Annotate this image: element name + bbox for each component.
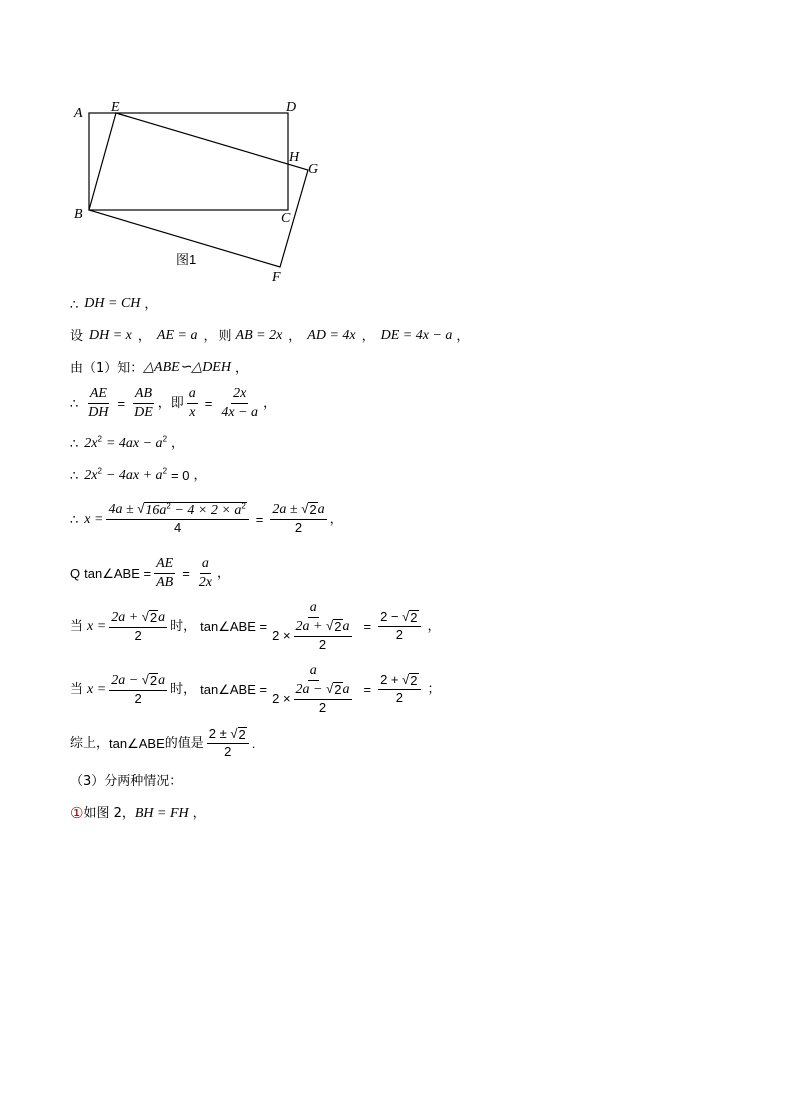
line-tan <box>70 556 230 591</box>
punct: ； <box>427 682 441 698</box>
fraction-quadratic: 4a ± √ $16a^2 - 4 \times 2 \times a^2$ 4 <box>106 502 248 536</box>
point-label-g: G <box>308 162 319 177</box>
punct: ， <box>234 360 248 376</box>
circled-one: ① <box>70 804 84 822</box>
power: 2 <box>97 434 102 444</box>
point-label-d: D <box>286 100 297 115</box>
punct: . <box>251 736 256 752</box>
fraction-complex: a 2 × 2a − √ 2 a 2 <box>272 663 350 716</box>
text-ze: 则 <box>218 328 232 344</box>
expr-ae: AE = a <box>156 328 198 343</box>
line-part-3 <box>70 775 182 788</box>
punct: ， <box>361 328 375 344</box>
line-case-plus <box>70 600 441 653</box>
fraction-a-2x: $\frac{a}{2x}$ <box>198 556 212 591</box>
punct: ， <box>171 436 185 451</box>
therefore-symbol: ∴ <box>70 511 79 527</box>
x-equals: x = <box>87 619 107 635</box>
therefore-symbol: ∴ <box>70 468 79 483</box>
punct: ， <box>288 328 302 344</box>
text-part-3: （3）分两种情况： <box>70 774 183 789</box>
equals: = <box>363 682 372 698</box>
expr-bh-fh: BH = FH <box>134 805 189 821</box>
fraction-2x-4xa: $\frac{2x}{4x - a}$ <box>221 386 259 421</box>
line-quadratic-solution <box>70 502 343 536</box>
point-label-a: A <box>74 106 83 121</box>
equals: = <box>255 511 264 527</box>
fraction-complex: a 2 × 2a + √ 2 a 2 <box>272 600 350 653</box>
expr-similar: △ABE∽△DEH <box>143 360 231 375</box>
expr-ab: AB = 2x <box>235 328 283 343</box>
equals: = <box>363 619 372 635</box>
tan-abe: tan∠ABE = <box>200 619 268 635</box>
text-prefix: 综上， <box>70 736 110 752</box>
q-symbol: Q <box>70 566 81 582</box>
figure-caption: 图1 <box>176 252 197 267</box>
term: = 0 <box>171 468 190 483</box>
expr: DH = CH <box>84 296 141 311</box>
fraction-result: 2 − √ 2 2 <box>378 610 420 643</box>
point-label-e: E <box>111 100 120 115</box>
line-eq-2 <box>70 468 206 483</box>
punct: ， <box>203 328 217 344</box>
line-dh-eq-ch <box>70 297 157 311</box>
tan-abe: tan∠ABE <box>109 736 165 752</box>
power: 2 <box>162 434 168 444</box>
punct: ， <box>427 619 441 635</box>
fraction-ab-de: $\frac{AB}{DE}$ <box>134 386 153 421</box>
fraction-ae-dh: $\frac{AE}{DH}$ <box>88 386 109 421</box>
line-similar-triangles <box>70 361 248 375</box>
punct: ， <box>217 566 231 582</box>
power: 2 <box>97 466 102 476</box>
text-case-1: 如图 2， <box>83 806 135 821</box>
line-case-1 <box>70 806 206 821</box>
line-set-variables <box>70 329 469 343</box>
rectangle-ebfg <box>89 113 308 267</box>
tan-abe: tan∠ABE = <box>200 682 268 698</box>
expr-ad: AD = 4x <box>307 328 356 343</box>
punct: ， <box>144 296 158 312</box>
x-equals: x = <box>87 682 107 698</box>
equals: = <box>182 566 190 582</box>
point-label-c: C <box>281 211 291 226</box>
fraction-x-value: 2a + √ 2 a 2 <box>111 608 166 643</box>
x-equals: x = <box>84 511 104 527</box>
punct: ， <box>263 396 277 412</box>
therefore-symbol: ∴ <box>70 396 79 412</box>
fraction-result: 2 + √ 2 2 <box>378 673 420 706</box>
term: 2x <box>84 436 98 451</box>
tan-abe: tan∠ABE = <box>84 566 152 582</box>
power: 2 <box>162 466 168 476</box>
equals: = <box>117 396 126 412</box>
text-dang: 当 <box>70 682 84 698</box>
text-shi: 时， <box>170 682 197 698</box>
punct: ， <box>329 511 343 527</box>
line-eq-1 <box>70 436 184 451</box>
equals: = <box>204 396 213 412</box>
fraction-final: 2 ± √ 2 2 <box>207 727 249 760</box>
term: − 4ax + a <box>105 468 163 483</box>
line-conclusion <box>70 727 255 760</box>
term: 2x <box>84 468 98 483</box>
expr-dh: DH = x <box>89 328 132 343</box>
text-dang: 当 <box>70 619 84 635</box>
text-shi: 时， <box>170 619 197 635</box>
point-label-f: F <box>272 270 281 285</box>
text-ji: ，即 <box>157 396 184 412</box>
punct: ， <box>456 328 470 344</box>
fraction-a-x: $\frac{a}{x}$ <box>188 386 196 421</box>
point-label-h: H <box>289 150 300 165</box>
punct: ， <box>192 806 206 821</box>
figure-1 <box>0 0 400 300</box>
point-label-b: B <box>74 207 83 222</box>
text-mid: 的值是 <box>164 736 204 752</box>
term: = 4ax − a <box>105 436 163 451</box>
text-prefix: 由（1）知： <box>70 360 144 376</box>
line-ratio <box>70 386 276 421</box>
expr-de: DE = 4x − a <box>380 328 453 343</box>
fraction-x-value: 2a − √ 2 a 2 <box>111 671 166 706</box>
therefore-symbol: ∴ <box>70 436 79 451</box>
punct: ， <box>137 328 151 344</box>
punct: ， <box>193 468 207 483</box>
rectangle-abcd <box>89 113 288 210</box>
therefore-symbol: ∴ <box>70 296 79 312</box>
fraction-ae-ab: $\frac{AE}{AB}$ <box>156 556 174 591</box>
text-she: 设 <box>70 328 84 344</box>
fraction-simplified: 2a ± √ 2 a 2 <box>272 501 325 536</box>
line-case-minus <box>70 663 441 716</box>
